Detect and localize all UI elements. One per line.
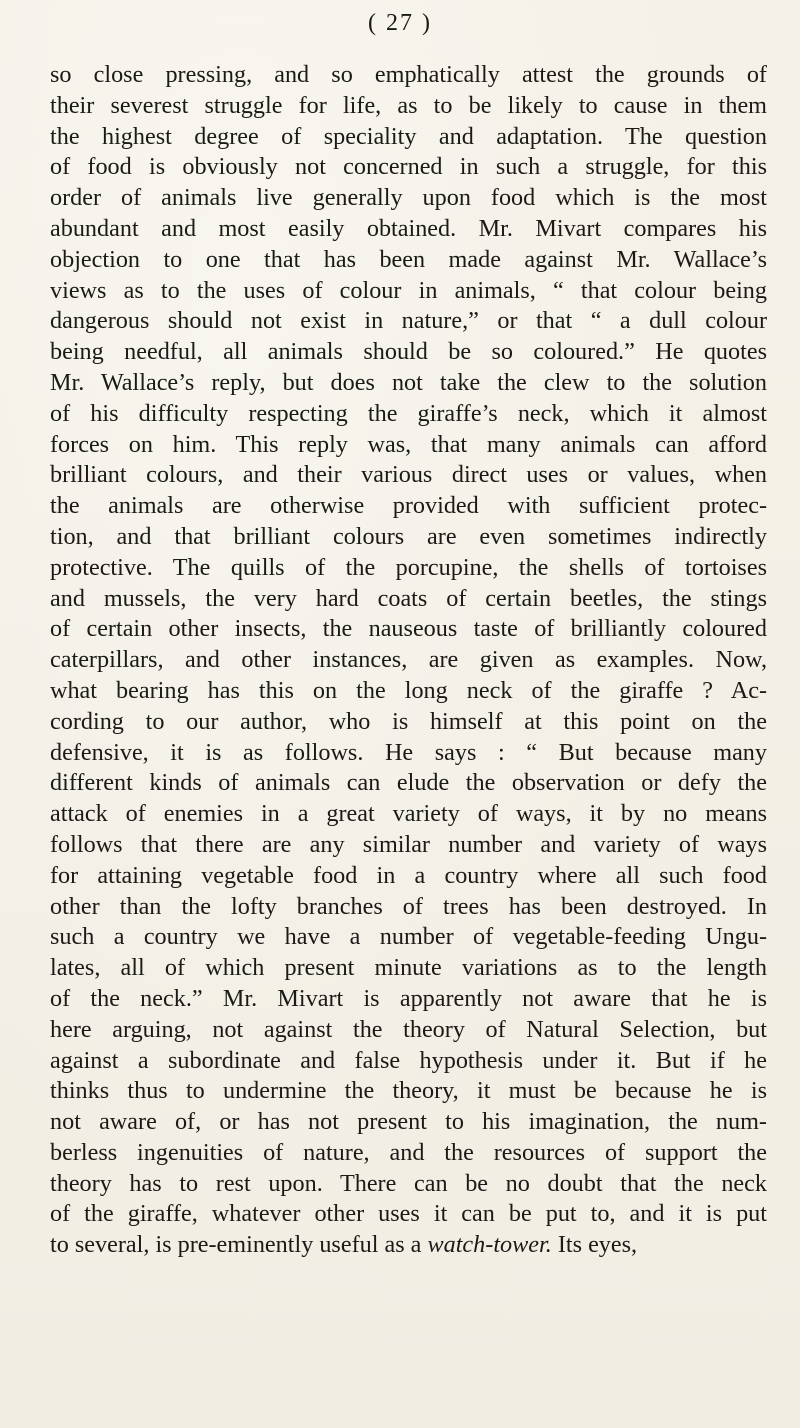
text-line: dangerous should not exist in nature,” or that “ a dull colour [50,307,767,335]
last-line-tail: Its eyes, [551,1231,638,1259]
text-line: of the giraffe, whatever other uses it can be put to, and it is put [50,1200,767,1228]
text-line: and mussels, the very hard coats of certain beetles, the stings [50,584,767,612]
italic-term: watch-tower. [427,1231,552,1259]
text-line: follows that there are any similar number and variety of ways [50,830,767,858]
text-line: order of animals live generally upon food which is the most [50,184,767,212]
text-line-last [50,1230,767,1261]
text-line: views as to the uses of colour in animals, “ that colour being [50,276,767,304]
text-line: being needful, all animals should be so coloured.” He quotes [50,338,767,366]
body-paragraph [50,60,767,1261]
text-line: abundant and most easily obtained. Mr. Mivart compares his [50,214,767,242]
text-line: against a subordinate and false hypothesis under it. But if he [50,1046,767,1074]
page-number: ( 27 ) [368,10,432,36]
text-line: of certain other insects, the nauseous taste of brilliantly coloured [50,615,767,643]
text-line: Mr. Wallace’s reply, but does not take the clew to the solution [50,368,767,396]
text-line: brilliant colours, and their various direct uses or values, when [50,461,767,489]
text-line: objection to one that has been made against Mr. Wallace’s [50,245,767,273]
text-line: here arguing, not against the theory of Natural Selection, but [50,1015,767,1043]
last-line-text: to several, is pre-eminently useful as a [50,1231,428,1259]
text-line: lates, all of which present minute variations as to the length [50,954,767,982]
text-line: other than the lofty branches of trees has been destroyed. In [50,892,767,920]
text-line: protective. The quills of the porcupine, the shells of tortoises [50,553,767,581]
text-line: different kinds of animals can elude the observation or defy the [50,769,767,797]
text-line: forces on him. This reply was, that many animals can afford [50,430,767,458]
text-line: such a country we have a number of vegetable-feeding Ungu- [50,923,767,951]
text-line: not aware of, or has not present to his imagination, the num- [50,1108,767,1136]
text-line: thinks thus to undermine the theory, it must be because he is [50,1077,767,1105]
text-line: defensive, it is as follows. He says : “ But because many [50,738,767,766]
text-line: of his difficulty respecting the giraffe’s neck, which it almost [50,399,767,427]
text-line: the animals are otherwise provided with sufficient protec- [50,492,767,520]
text-line: for attaining vegetable food in a country where all such food [50,861,767,889]
text-line: the highest degree of speciality and adaptation. The question [50,122,767,150]
text-line: berless ingenuities of nature, and the resources of support the [50,1138,767,1166]
text-line: cording to our author, who is himself at this point on the [50,707,767,735]
text-line: so close pressing, and so emphatically attest the grounds of [50,61,767,88]
text-line: their severest struggle for life, as to be likely to cause in them [50,91,767,119]
text-line: caterpillars, and other instances, are given as examples. Now, [50,646,767,674]
text-line: of the neck.” Mr. Mivart is apparently not aware that he is [50,984,767,1012]
text-line: attack of enemies in a great variety of ways, it by no means [50,800,767,828]
text-line: theory has to rest upon. There can be no doubt that the neck [50,1169,767,1197]
text-line: of food is obviously not concerned in such a struggle, for this [50,153,767,181]
text-line: what bearing has this on the long neck of the giraffe ? Ac- [50,676,767,704]
text-line: tion, and that brilliant colours are even sometimes indirectly [50,522,767,550]
